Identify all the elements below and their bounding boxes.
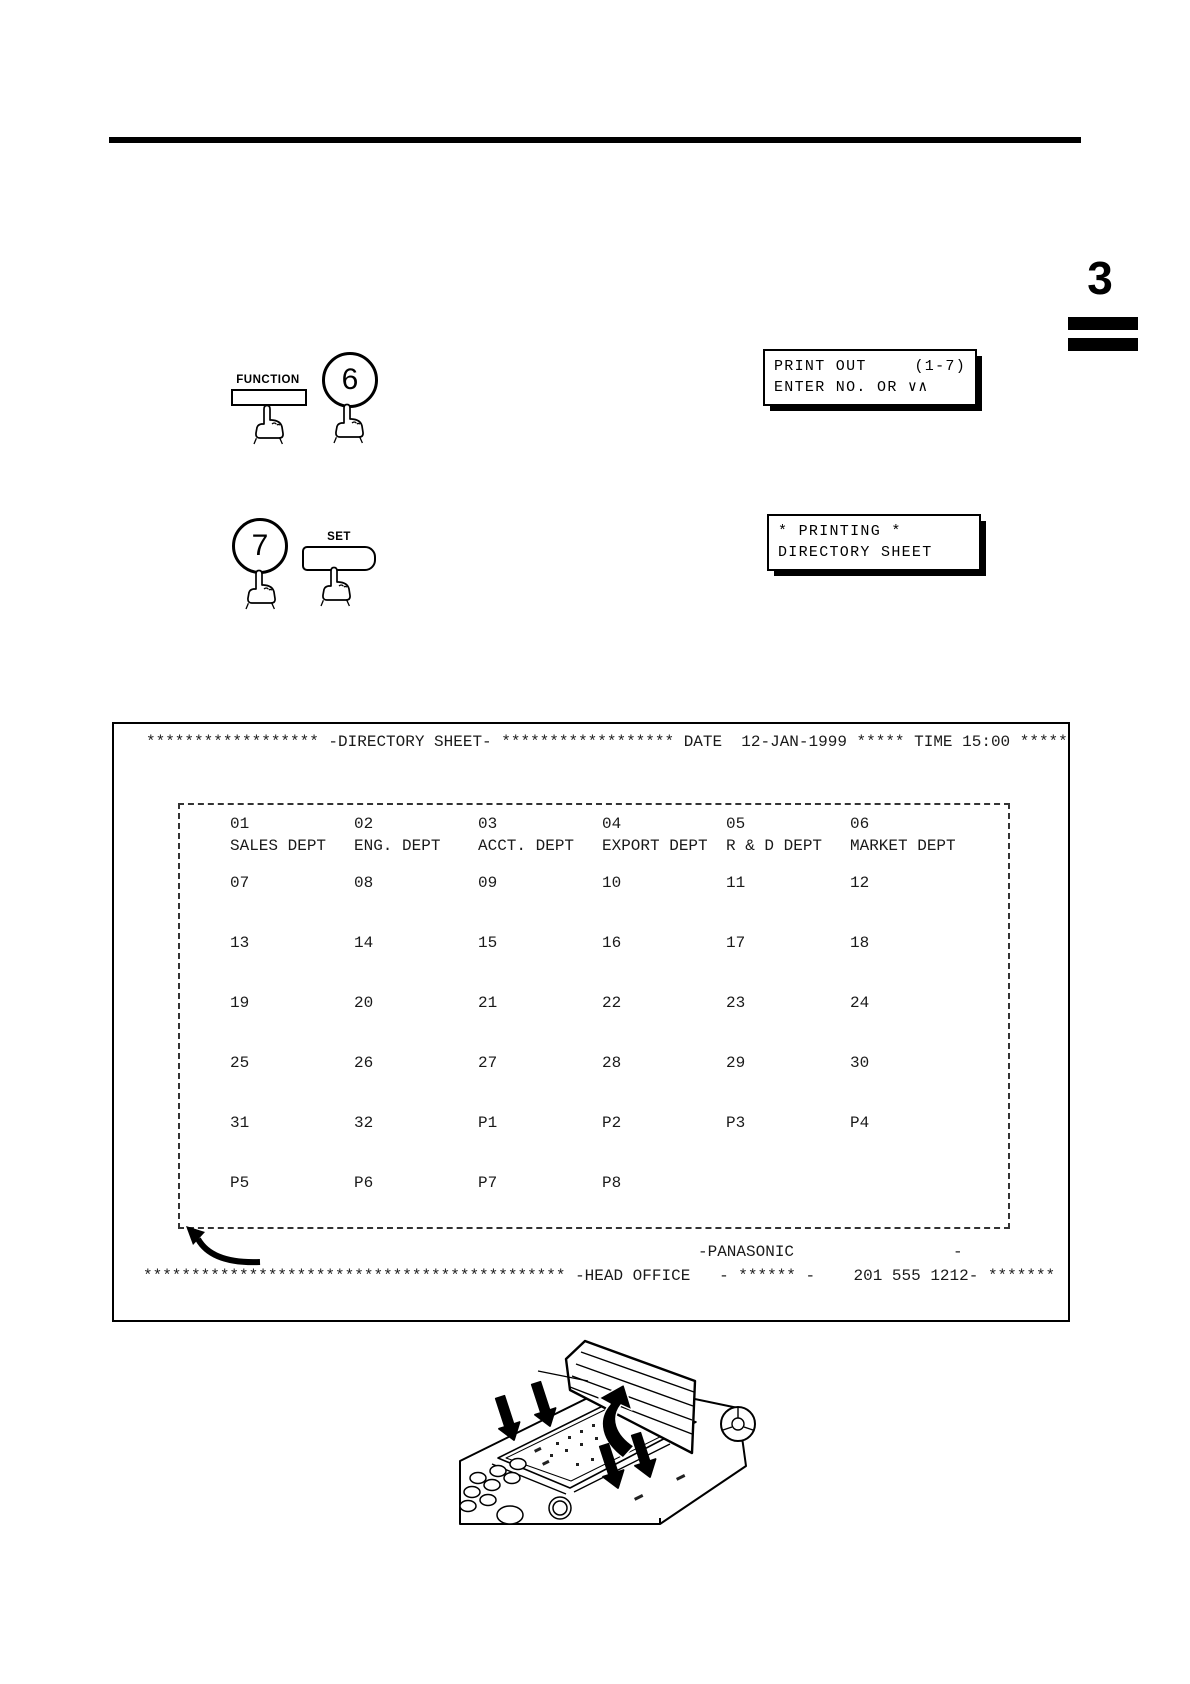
top-rule (109, 137, 1081, 143)
station-cell: 06 (850, 815, 870, 833)
station-area-dashed-outline (178, 803, 1010, 1229)
station-cell: P6 (354, 1174, 374, 1192)
station-cell: 22 (602, 994, 622, 1012)
station-row (230, 994, 974, 1012)
chapter-number: 3 (1087, 252, 1113, 304)
station-row (230, 874, 974, 892)
station-cell: P2 (602, 1114, 622, 1132)
station-cell: P8 (602, 1174, 622, 1192)
press-hand-icon (239, 568, 281, 612)
station-cell: EXPORT DEPT (602, 837, 708, 855)
station-cell: 11 (726, 874, 746, 892)
station-cell: 10 (602, 874, 622, 892)
station-cell: 27 (478, 1054, 498, 1072)
station-cell: P1 (478, 1114, 498, 1132)
station-cell (850, 1174, 974, 1192)
fax-machine-illustration (438, 1330, 762, 1534)
station-row (230, 934, 974, 952)
station-row (230, 837, 974, 855)
station-cell: 25 (230, 1054, 250, 1072)
station-cell: 15 (478, 934, 498, 952)
key-cap-6 (322, 352, 378, 408)
lcd-line2: ENTER NO. OR ∨∧ (774, 379, 929, 396)
station-row (230, 1174, 974, 1192)
station-cell: 29 (726, 1054, 746, 1072)
station-cell: 21 (478, 994, 498, 1012)
station-cell: 09 (478, 874, 498, 892)
station-cell: MARKET DEPT (850, 837, 956, 855)
station-cell: 16 (602, 934, 622, 952)
station-cell: 18 (850, 934, 870, 952)
station-cell: 07 (230, 874, 250, 892)
station-cell: 12 (850, 874, 870, 892)
station-cell: 08 (354, 874, 374, 892)
station-cell: 03 (478, 815, 498, 833)
chapter-marker-bar (1068, 338, 1138, 351)
set-key-label: SET (327, 531, 351, 543)
station-cell: 05 (726, 815, 746, 833)
station-cell: 13 (230, 934, 250, 952)
press-hand-icon (314, 565, 356, 609)
station-cell: P4 (850, 1114, 870, 1132)
footer-dash: - (953, 1243, 963, 1261)
footer-company: -PANASONIC (698, 1243, 795, 1261)
station-row (230, 815, 974, 833)
key-cap-6-label: 6 (341, 363, 359, 396)
station-row (230, 1054, 974, 1072)
station-cell (726, 1174, 850, 1192)
station-cell: 28 (602, 1054, 622, 1072)
footer-line: ******************************************** -HEAD OFFICE - ****** - 201 555 1212- ******* (143, 1267, 1056, 1285)
station-cell: 23 (726, 994, 746, 1012)
lcd-line2: DIRECTORY SHEET (778, 544, 933, 561)
station-cell: 01 (230, 815, 250, 833)
lcd-display-printing (767, 514, 981, 571)
press-hand-icon (327, 402, 369, 446)
corner-arrow-icon (178, 1224, 274, 1270)
printout-header: ****************** -DIRECTORY SHEET- ****************** DATE 12-JAN-1999 ***** TIME 15:00 ***** (146, 733, 1068, 751)
chapter-marker-bar (1068, 317, 1138, 330)
press-hand-icon (247, 403, 289, 447)
station-cell: 19 (230, 994, 250, 1012)
station-cell: ENG. DEPT (354, 837, 441, 855)
station-cell: 20 (354, 994, 374, 1012)
station-cell: 30 (850, 1054, 870, 1072)
station-cell: 17 (726, 934, 746, 952)
function-key-label: FUNCTION (236, 374, 300, 386)
station-cell: P5 (230, 1174, 250, 1192)
station-cell: P3 (726, 1114, 746, 1132)
station-cell: ACCT. DEPT (478, 837, 575, 855)
station-cell: 31 (230, 1114, 250, 1132)
station-cell: 24 (850, 994, 870, 1012)
station-row (230, 1114, 974, 1132)
station-cell: 32 (354, 1114, 374, 1132)
key-cap-7 (232, 518, 288, 574)
station-cell: 26 (354, 1054, 374, 1072)
station-cell: 14 (354, 934, 374, 952)
station-cell: R & D DEPT (726, 837, 823, 855)
key-cap-7-label: 7 (251, 529, 269, 562)
station-cell: P7 (478, 1174, 498, 1192)
station-cell: 04 (602, 815, 622, 833)
lcd-display-print-out (763, 349, 977, 406)
station-cell: 02 (354, 815, 374, 833)
lcd-line1-left: PRINT OUT (774, 358, 867, 375)
lcd-line1-right: (1-7) (914, 358, 966, 375)
station-cell: SALES DEPT (230, 837, 327, 855)
lcd-line1-left: * PRINTING * (778, 523, 902, 540)
